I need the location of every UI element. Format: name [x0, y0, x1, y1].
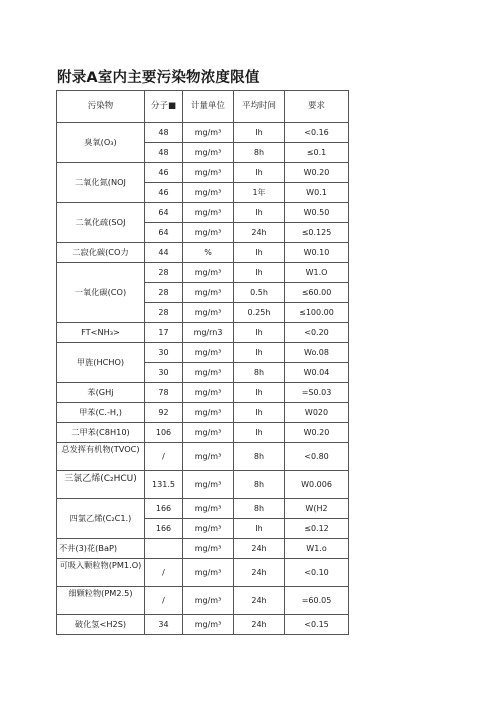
molecular-cell: 166: [145, 499, 183, 519]
header-molecular: 分子■: [145, 91, 183, 123]
avg-time-cell: 0.5h: [234, 283, 285, 303]
table-row: [57, 423, 349, 443]
table-row: [57, 587, 349, 615]
unit-cell: %: [183, 243, 234, 263]
avg-time-cell: 8h: [234, 443, 285, 471]
requirement-cell: ≤60.00: [285, 283, 349, 303]
table-row: [57, 383, 349, 403]
pollutant-cell: 细颗粒物(PM2.5): [57, 587, 145, 615]
table-row: [57, 243, 349, 263]
avg-time-cell: 8h: [234, 143, 285, 163]
table-row: [57, 323, 349, 343]
pollutant-cell: 总发挥有机物(TVOC): [57, 443, 145, 471]
header-unit: 计量单位: [183, 91, 234, 123]
molecular-cell: /: [145, 443, 183, 471]
unit-cell: mg/m³: [183, 283, 234, 303]
molecular-cell: 166: [145, 519, 183, 539]
molecular-cell: [145, 539, 183, 559]
unit-cell: mg/m³: [183, 183, 234, 203]
avg-time-cell: 24h: [234, 587, 285, 615]
molecular-cell: 44: [145, 243, 183, 263]
pollutant-cell: 不井(3)花(BaP): [57, 539, 145, 559]
molecular-cell: 106: [145, 423, 183, 443]
unit-cell: mg/m³: [183, 403, 234, 423]
avg-time-cell: 8h: [234, 499, 285, 519]
unit-cell: mg/m³: [183, 539, 234, 559]
avg-time-cell: Ih: [234, 163, 285, 183]
table-row: [57, 163, 349, 183]
pollutant-cell: 苯(GHj: [57, 383, 145, 403]
table-row: [57, 615, 349, 635]
table-row: [57, 499, 349, 519]
unit-cell: mg/m³: [183, 423, 234, 443]
molecular-cell: 48: [145, 143, 183, 163]
avg-time-cell: 24h: [234, 539, 285, 559]
requirement-cell: Wo.08: [285, 343, 349, 363]
table-row: [57, 443, 349, 471]
requirement-cell: =60.05: [285, 587, 349, 615]
requirement-cell: ≤0.1: [285, 143, 349, 163]
requirement-cell: <0.16: [285, 123, 349, 143]
avg-time-cell: 0.25h: [234, 303, 285, 323]
molecular-cell: 34: [145, 615, 183, 635]
requirement-cell: W0.20: [285, 163, 349, 183]
requirement-cell: ≤0.12: [285, 519, 349, 539]
pollutant-cell: 一氧化碳(CO): [57, 263, 145, 323]
molecular-cell: 28: [145, 283, 183, 303]
avg-time-cell: 8h: [234, 471, 285, 499]
pollutant-cell: 二甲苯(C8H10): [57, 423, 145, 443]
avg-time-cell: Ih: [234, 343, 285, 363]
table-row: [57, 263, 349, 283]
unit-cell: mg/m³: [183, 363, 234, 383]
molecular-cell: 28: [145, 303, 183, 323]
molecular-cell: 92: [145, 403, 183, 423]
avg-time-cell: Ih: [234, 263, 285, 283]
unit-cell: mg/m³: [183, 163, 234, 183]
unit-cell: mg/m³: [183, 143, 234, 163]
unit-cell: mg/m³: [183, 343, 234, 363]
unit-cell: mg/m³: [183, 499, 234, 519]
requirement-cell: <0.10: [285, 559, 349, 587]
table-row: [57, 203, 349, 223]
avg-time-cell: Ih: [234, 383, 285, 403]
pollutant-limits-table: [56, 90, 349, 635]
requirement-cell: <0.20: [285, 323, 349, 343]
requirement-cell: W1.o: [285, 539, 349, 559]
avg-time-cell: 24h: [234, 559, 285, 587]
avg-time-cell: 1年: [234, 183, 285, 203]
page-title: 附录A室内主要污染物浓度限值: [57, 70, 260, 86]
avg-time-cell: Ih: [234, 123, 285, 143]
unit-cell: mg/m³: [183, 203, 234, 223]
table-row: [57, 403, 349, 423]
unit-cell: mg/m³: [183, 615, 234, 635]
header-pollutant: 污染物: [57, 91, 145, 123]
header-avg-time: 平均时间: [234, 91, 285, 123]
unit-cell: mg/m³: [183, 123, 234, 143]
molecular-cell: /: [145, 559, 183, 587]
requirement-cell: W0.20: [285, 423, 349, 443]
molecular-cell: 30: [145, 363, 183, 383]
molecular-cell: 78: [145, 383, 183, 403]
table-row: [57, 559, 349, 587]
table-row: [57, 539, 349, 559]
requirement-cell: <0.15: [285, 615, 349, 635]
molecular-cell: 48: [145, 123, 183, 143]
unit-cell: mg/m³: [183, 519, 234, 539]
molecular-cell: 28: [145, 263, 183, 283]
requirement-cell: W020: [285, 403, 349, 423]
requirement-cell: ≤0.125: [285, 223, 349, 243]
unit-cell: mg/m³: [183, 559, 234, 587]
molecular-cell: /: [145, 587, 183, 615]
avg-time-cell: 8h: [234, 363, 285, 383]
unit-cell: mg∕rn3: [183, 323, 234, 343]
pollutant-cell: 臭氧(O₃): [57, 123, 145, 163]
header-requirement: 要求: [285, 91, 349, 123]
pollutant-cell: 甲旌(HCHO): [57, 343, 145, 383]
table-row: [57, 471, 349, 499]
unit-cell: mg/m³: [183, 263, 234, 283]
unit-cell: mg/m³: [183, 303, 234, 323]
requirement-cell: ≤100.00: [285, 303, 349, 323]
avg-time-cell: 24h: [234, 615, 285, 635]
requirement-cell: W0.04: [285, 363, 349, 383]
avg-time-cell: Ih: [234, 423, 285, 443]
unit-cell: mg/m³: [183, 223, 234, 243]
pollutant-cell: 二寂化碳(CO力: [57, 243, 145, 263]
pollutant-cell: 三氯乙烯(C₂HCU): [57, 471, 145, 499]
requirement-cell: <0.80: [285, 443, 349, 471]
pollutant-cell: 二氧化疏(SOJ: [57, 203, 145, 243]
molecular-cell: 46: [145, 183, 183, 203]
requirement-cell: W1.O: [285, 263, 349, 283]
unit-cell: mg/m³: [183, 443, 234, 471]
requirement-cell: =S0.03: [285, 383, 349, 403]
unit-cell: mg/m³: [183, 471, 234, 499]
table-header-row: [57, 91, 349, 123]
molecular-cell: 46: [145, 163, 183, 183]
pollutant-cell: 四氯乙烯(C₂C1.): [57, 499, 145, 539]
pollutant-cell: 破化氢<H2S): [57, 615, 145, 635]
avg-time-cell: Ih: [234, 203, 285, 223]
unit-cell: mg/m³: [183, 383, 234, 403]
molecular-cell: 17: [145, 323, 183, 343]
molecular-cell: 64: [145, 203, 183, 223]
molecular-cell: 30: [145, 343, 183, 363]
pollutant-cell: FT<NH₃>: [57, 323, 145, 343]
requirement-cell: W0.1: [285, 183, 349, 203]
unit-cell: mg/m³: [183, 587, 234, 615]
pollutant-cell: 可吸入颗粒物(PM1.O): [57, 559, 145, 587]
avg-time-cell: Ih: [234, 519, 285, 539]
requirement-cell: W0.10: [285, 243, 349, 263]
table-row: [57, 123, 349, 143]
pollutant-cell: 甲苯(C.-H,): [57, 403, 145, 423]
avg-time-cell: Ih: [234, 403, 285, 423]
requirement-cell: W(H2: [285, 499, 349, 519]
avg-time-cell: 24h: [234, 223, 285, 243]
avg-time-cell: Ih: [234, 243, 285, 263]
molecular-cell: 131.5: [145, 471, 183, 499]
avg-time-cell: Ih: [234, 323, 285, 343]
pollutant-cell: 二氧化氮(NOJ: [57, 163, 145, 203]
requirement-cell: W0.006: [285, 471, 349, 499]
requirement-cell: W0.50: [285, 203, 349, 223]
table-row: [57, 343, 349, 363]
molecular-cell: 64: [145, 223, 183, 243]
